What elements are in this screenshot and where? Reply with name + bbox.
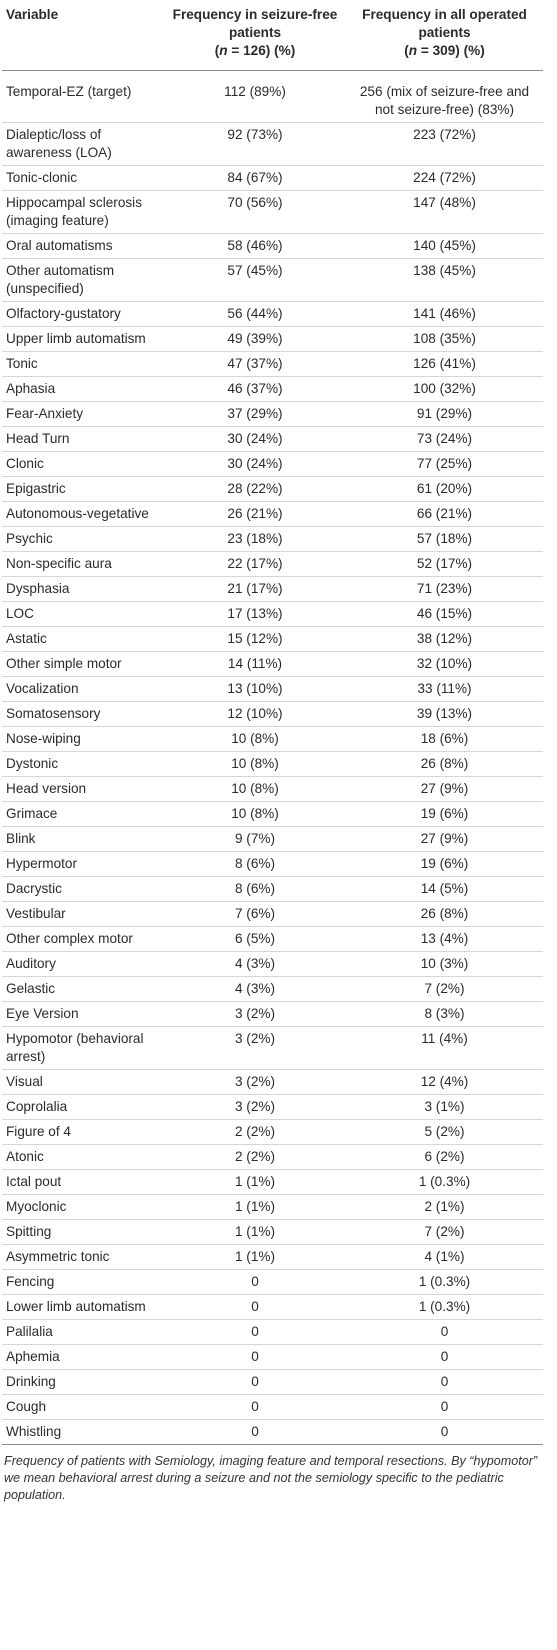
- table-row: [2, 977, 543, 1002]
- cell-all-operated: 73 (24%): [346, 427, 543, 452]
- table-row: [2, 577, 543, 602]
- cell-seizure-free: 23 (18%): [164, 527, 346, 552]
- cell-seizure-free: 92 (73%): [164, 123, 346, 166]
- cell-all-operated: 0: [346, 1395, 543, 1420]
- cell-all-operated: 10 (3%): [346, 952, 543, 977]
- cell-all-operated: 38 (12%): [346, 627, 543, 652]
- table-row: [2, 752, 543, 777]
- table-row: [2, 927, 543, 952]
- cell-variable: Hypomotor (behavioral arrest): [2, 1027, 164, 1070]
- cell-all-operated: 66 (21%): [346, 502, 543, 527]
- cell-seizure-free: 30 (24%): [164, 452, 346, 477]
- cell-variable: Clonic: [2, 452, 164, 477]
- cell-seizure-free: 1 (1%): [164, 1195, 346, 1220]
- cell-seizure-free: 3 (2%): [164, 1027, 346, 1070]
- cell-all-operated: 1 (0.3%): [346, 1295, 543, 1320]
- cell-seizure-free: 0: [164, 1345, 346, 1370]
- cell-seizure-free: 4 (3%): [164, 977, 346, 1002]
- cell-variable: Cough: [2, 1395, 164, 1420]
- table-row: [2, 552, 543, 577]
- cell-all-operated: 147 (48%): [346, 191, 543, 234]
- cell-seizure-free: 0: [164, 1395, 346, 1420]
- cell-variable: Tonic-clonic: [2, 166, 164, 191]
- cell-all-operated: 7 (2%): [346, 977, 543, 1002]
- cell-variable: Other complex motor: [2, 927, 164, 952]
- header-seizure-free-count: = 126) (%): [227, 43, 296, 58]
- cell-seizure-free: 4 (3%): [164, 952, 346, 977]
- table-row: [2, 1270, 543, 1295]
- cell-seizure-free: 70 (56%): [164, 191, 346, 234]
- cell-all-operated: 126 (41%): [346, 352, 543, 377]
- table-row: [2, 1095, 543, 1120]
- table-caption: Frequency of patients with Semiology, imaging feature and temporal resections. By “hypomotor” we mean behavioral arrest during a seizure and not the semiology specific to the pediatric population.: [4, 1454, 538, 1502]
- cell-all-operated: 141 (46%): [346, 302, 543, 327]
- cell-variable: Dysphasia: [2, 577, 164, 602]
- cell-seizure-free: 8 (6%): [164, 877, 346, 902]
- table-row: [2, 1245, 543, 1270]
- cell-seizure-free: 58 (46%): [164, 234, 346, 259]
- table-row: [2, 166, 543, 191]
- cell-variable: Non-specific aura: [2, 552, 164, 577]
- table-row: [2, 477, 543, 502]
- cell-all-operated: 91 (29%): [346, 402, 543, 427]
- table-row: [2, 1002, 543, 1027]
- cell-variable: Eye Version: [2, 1002, 164, 1027]
- cell-all-operated: 19 (6%): [346, 802, 543, 827]
- cell-variable: Dialeptic/loss of awareness (LOA): [2, 123, 164, 166]
- cell-seizure-free: 46 (37%): [164, 377, 346, 402]
- cell-all-operated: 0: [346, 1345, 543, 1370]
- cell-all-operated: 0: [346, 1420, 543, 1445]
- table-row: [2, 1027, 543, 1070]
- cell-all-operated: 8 (3%): [346, 1002, 543, 1027]
- cell-seizure-free: 15 (12%): [164, 627, 346, 652]
- cell-all-operated: 39 (13%): [346, 702, 543, 727]
- cell-seizure-free: 3 (2%): [164, 1095, 346, 1120]
- cell-variable: Autonomous-vegetative: [2, 502, 164, 527]
- table-row: [2, 852, 543, 877]
- cell-seizure-free: 26 (21%): [164, 502, 346, 527]
- cell-variable: Gelastic: [2, 977, 164, 1002]
- cell-seizure-free: 0: [164, 1320, 346, 1345]
- table-row: [2, 1220, 543, 1245]
- cell-all-operated: 108 (35%): [346, 327, 543, 352]
- table-row: [2, 1320, 543, 1345]
- table-row: [2, 902, 543, 927]
- cell-seizure-free: 1 (1%): [164, 1220, 346, 1245]
- table-row: [2, 727, 543, 752]
- cell-all-operated: 27 (9%): [346, 827, 543, 852]
- cell-seizure-free: 0: [164, 1270, 346, 1295]
- table-row: [2, 1195, 543, 1220]
- table-row: [2, 877, 543, 902]
- header-all-operated-count: = 309) (%): [417, 43, 485, 58]
- header-all-operated-n: n: [408, 43, 418, 58]
- header-seizure-free-n: n: [219, 43, 228, 58]
- table-row: [2, 1395, 543, 1420]
- cell-all-operated: 0: [346, 1320, 543, 1345]
- table-row: [2, 452, 543, 477]
- cell-variable: Aphasia: [2, 377, 164, 402]
- cell-seizure-free: 17 (13%): [164, 602, 346, 627]
- cell-all-operated: 32 (10%): [346, 652, 543, 677]
- cell-seizure-free: 1 (1%): [164, 1170, 346, 1195]
- cell-variable: Nose-wiping: [2, 727, 164, 752]
- cell-seizure-free: 13 (10%): [164, 677, 346, 702]
- cell-variable: Spitting: [2, 1220, 164, 1245]
- cell-variable: Grimace: [2, 802, 164, 827]
- table-row: [2, 827, 543, 852]
- cell-variable: Fencing: [2, 1270, 164, 1295]
- cell-seizure-free: 1 (1%): [164, 1245, 346, 1270]
- table-row: [2, 702, 543, 727]
- cell-all-operated: 3 (1%): [346, 1095, 543, 1120]
- cell-variable: Vestibular: [2, 902, 164, 927]
- cell-seizure-free: 3 (2%): [164, 1070, 346, 1095]
- cell-seizure-free: 84 (67%): [164, 166, 346, 191]
- table-row: [2, 259, 543, 302]
- cell-all-operated: 71 (23%): [346, 577, 543, 602]
- cell-all-operated: 138 (45%): [346, 259, 543, 302]
- cell-all-operated: 1 (0.3%): [346, 1270, 543, 1295]
- cell-variable: Head version: [2, 777, 164, 802]
- table-header: [2, 0, 543, 71]
- cell-variable: Palilalia: [2, 1320, 164, 1345]
- cell-variable: Hypermotor: [2, 852, 164, 877]
- cell-all-operated: 6 (2%): [346, 1145, 543, 1170]
- cell-variable: Temporal-EZ (target): [2, 71, 164, 123]
- header-seizure-free-title: Frequency in seizure-free patients: [172, 7, 338, 40]
- cell-variable: Coprolalia: [2, 1095, 164, 1120]
- cell-variable: Dystonic: [2, 752, 164, 777]
- cell-seizure-free: 3 (2%): [164, 1002, 346, 1027]
- table-row: [2, 191, 543, 234]
- cell-all-operated: 26 (8%): [346, 752, 543, 777]
- cell-all-operated: 140 (45%): [346, 234, 543, 259]
- cell-seizure-free: 28 (22%): [164, 477, 346, 502]
- header-row: [2, 0, 543, 71]
- cell-variable: Somatosensory: [2, 702, 164, 727]
- cell-seizure-free: 9 (7%): [164, 827, 346, 852]
- cell-variable: Oral automatisms: [2, 234, 164, 259]
- cell-seizure-free: 8 (6%): [164, 852, 346, 877]
- cell-seizure-free: 10 (8%): [164, 802, 346, 827]
- header-seizure-free: [164, 0, 346, 71]
- cell-variable: Other simple motor: [2, 652, 164, 677]
- cell-all-operated: 0: [346, 1370, 543, 1395]
- cell-all-operated: 223 (72%): [346, 123, 543, 166]
- cell-all-operated: 256 (mix of seizure-free and not seizure-free) (83%): [346, 71, 543, 123]
- cell-variable: Lower limb automatism: [2, 1295, 164, 1320]
- cell-variable: Epigastric: [2, 477, 164, 502]
- cell-all-operated: 18 (6%): [346, 727, 543, 752]
- cell-variable: Head Turn: [2, 427, 164, 452]
- cell-all-operated: 224 (72%): [346, 166, 543, 191]
- table-row: [2, 377, 543, 402]
- table-row: [2, 327, 543, 352]
- cell-all-operated: 13 (4%): [346, 927, 543, 952]
- cell-seizure-free: 56 (44%): [164, 302, 346, 327]
- table-row: [2, 1145, 543, 1170]
- cell-all-operated: 4 (1%): [346, 1245, 543, 1270]
- header-all-operated: [346, 0, 543, 71]
- cell-seizure-free: 2 (2%): [164, 1120, 346, 1145]
- cell-variable: Astatic: [2, 627, 164, 652]
- cell-variable: Fear-Anxiety: [2, 402, 164, 427]
- cell-all-operated: 19 (6%): [346, 852, 543, 877]
- table-row: [2, 1420, 543, 1445]
- cell-all-operated: 61 (20%): [346, 477, 543, 502]
- table-row: [2, 427, 543, 452]
- cell-all-operated: 27 (9%): [346, 777, 543, 802]
- semiology-frequency-table: [2, 0, 543, 1445]
- cell-all-operated: 7 (2%): [346, 1220, 543, 1245]
- cell-seizure-free: 12 (10%): [164, 702, 346, 727]
- cell-variable: LOC: [2, 602, 164, 627]
- cell-all-operated: 52 (17%): [346, 552, 543, 577]
- cell-variable: Blink: [2, 827, 164, 852]
- table-row: [2, 652, 543, 677]
- cell-variable: Dacrystic: [2, 877, 164, 902]
- table-row: [2, 1170, 543, 1195]
- table-row: [2, 952, 543, 977]
- table-row: [2, 123, 543, 166]
- table-row: [2, 1345, 543, 1370]
- table-body: [2, 71, 543, 1445]
- cell-all-operated: 46 (15%): [346, 602, 543, 627]
- header-all-operated-paren: (: [404, 43, 409, 58]
- cell-all-operated: 1 (0.3%): [346, 1170, 543, 1195]
- cell-seizure-free: 47 (37%): [164, 352, 346, 377]
- cell-seizure-free: 21 (17%): [164, 577, 346, 602]
- cell-variable: Drinking: [2, 1370, 164, 1395]
- cell-seizure-free: 14 (11%): [164, 652, 346, 677]
- cell-variable: Olfactory-gustatory: [2, 302, 164, 327]
- cell-all-operated: 5 (2%): [346, 1120, 543, 1145]
- cell-seizure-free: 0: [164, 1370, 346, 1395]
- cell-seizure-free: 10 (8%): [164, 727, 346, 752]
- cell-all-operated: 100 (32%): [346, 377, 543, 402]
- cell-variable: Visual: [2, 1070, 164, 1095]
- cell-variable: Vocalization: [2, 677, 164, 702]
- cell-all-operated: 33 (11%): [346, 677, 543, 702]
- cell-variable: Aphemia: [2, 1345, 164, 1370]
- cell-variable: Myoclonic: [2, 1195, 164, 1220]
- table-row: [2, 71, 543, 123]
- cell-variable: Ictal pout: [2, 1170, 164, 1195]
- table-row: [2, 234, 543, 259]
- cell-variable: Psychic: [2, 527, 164, 552]
- table-row: [2, 802, 543, 827]
- table-row: [2, 602, 543, 627]
- cell-all-operated: 12 (4%): [346, 1070, 543, 1095]
- cell-variable: Tonic: [2, 352, 164, 377]
- cell-all-operated: 26 (8%): [346, 902, 543, 927]
- cell-variable: Auditory: [2, 952, 164, 977]
- cell-all-operated: 14 (5%): [346, 877, 543, 902]
- cell-all-operated: 77 (25%): [346, 452, 543, 477]
- cell-seizure-free: 49 (39%): [164, 327, 346, 352]
- cell-seizure-free: 22 (17%): [164, 552, 346, 577]
- cell-variable: Figure of 4: [2, 1120, 164, 1145]
- cell-variable: Asymmetric tonic: [2, 1245, 164, 1270]
- cell-seizure-free: 57 (45%): [164, 259, 346, 302]
- header-variable: Variable: [2, 0, 164, 71]
- cell-all-operated: 57 (18%): [346, 527, 543, 552]
- cell-seizure-free: 10 (8%): [164, 777, 346, 802]
- cell-seizure-free: 2 (2%): [164, 1145, 346, 1170]
- table-row: [2, 1295, 543, 1320]
- table-row: [2, 402, 543, 427]
- cell-seizure-free: 6 (5%): [164, 927, 346, 952]
- table-row: [2, 352, 543, 377]
- table-row: [2, 1370, 543, 1395]
- cell-variable: Whistling: [2, 1420, 164, 1445]
- cell-seizure-free: 30 (24%): [164, 427, 346, 452]
- cell-all-operated: 11 (4%): [346, 1027, 543, 1070]
- table-row: [2, 1070, 543, 1095]
- table-row: [2, 627, 543, 652]
- cell-seizure-free: 10 (8%): [164, 752, 346, 777]
- table-row: [2, 677, 543, 702]
- cell-all-operated: 2 (1%): [346, 1195, 543, 1220]
- cell-variable: Other automatism (unspecified): [2, 259, 164, 302]
- cell-variable: Upper limb automatism: [2, 327, 164, 352]
- table-row: [2, 777, 543, 802]
- cell-seizure-free: 0: [164, 1295, 346, 1320]
- table-row: [2, 502, 543, 527]
- cell-variable: Atonic: [2, 1145, 164, 1170]
- cell-variable: Hippocampal sclerosis (imaging feature): [2, 191, 164, 234]
- table-row: [2, 1120, 543, 1145]
- table-row: [2, 527, 543, 552]
- header-seizure-free-paren: (: [214, 43, 220, 58]
- header-all-operated-title: Frequency in all operated patients: [362, 7, 527, 40]
- cell-seizure-free: 37 (29%): [164, 402, 346, 427]
- cell-seizure-free: 7 (6%): [164, 902, 346, 927]
- cell-seizure-free: 112 (89%): [164, 71, 346, 123]
- table-row: [2, 302, 543, 327]
- cell-seizure-free: 0: [164, 1420, 346, 1445]
